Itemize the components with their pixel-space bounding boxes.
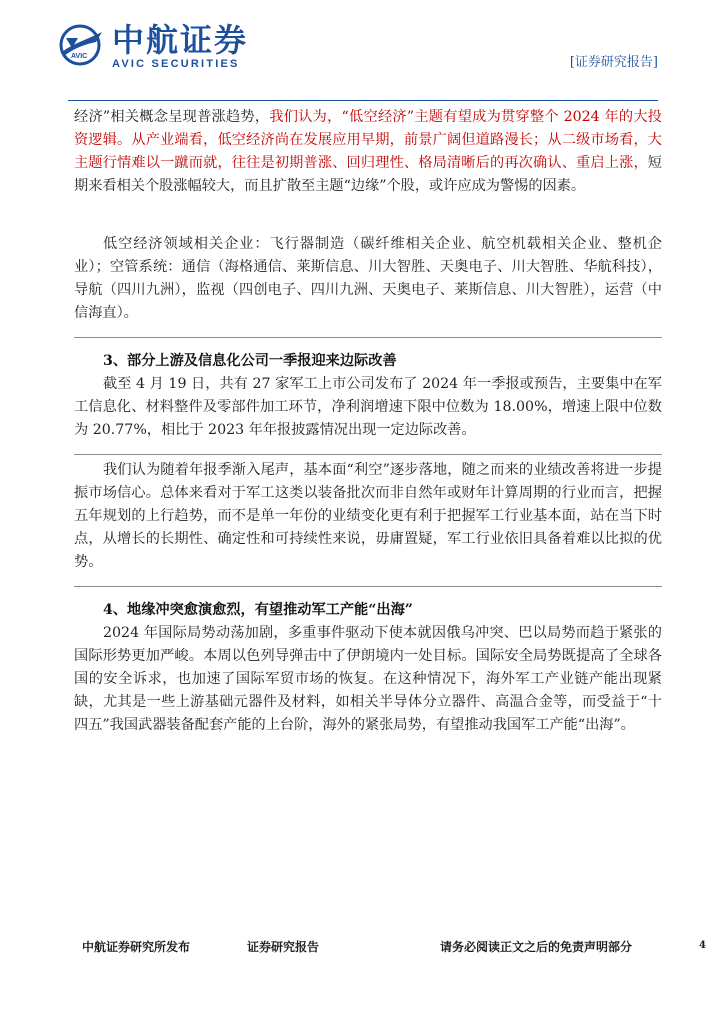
report-body [74, 106, 662, 737]
page-header [0, 0, 724, 100]
section-4-paragraph-1: 2024 年国际局势动荡加剧，多重事件驱动下使本就因俄乌冲突、巴以局势而趋于紧张的国际形势更加严峻。本周以色列导弹击中了伊朗境内一处目标。国际安全局势既提高了全球各国的安全诉求，也加速了国际军贸市场的恢复。在这种情况下，海外军工产业链产能出现紧缺，尤其是一些上游基础元器件及材料，如相关半导体分立器件、高温合金等，而受益于“十四五”我国武器装备配套产能的上台阶，海外的紧张局势，有望推动我国军工产能“出海”。 [74, 625, 662, 733]
report-type-tag: [证券研究报告] [569, 55, 658, 70]
page-number: 4 [699, 940, 706, 951]
section-3-paragraph-2: 我们认为随着年报季渐入尾声，基本面“利空”逐步落地，随之而来的业绩改善将进一步提振市场信心。总体来看对于军工这类以装备批次而非自然年或财年计算周期的行业而言，把握五年规划的上行趋势，而不是单一年份的业绩变化更有利于把握军工行业基本面，站在当下时点，从增长的长期性、确定性和可持续性来说，毋庸置疑，军工行业依旧具备着难以比拟的优势。 [74, 462, 662, 570]
p1-highlight-text: 我们认为，“低空经济”主题有望成为贯穿整个 2024 年的大投资逻辑。从产业端看，低空经济尚在发展应用早期，前景广阔但道路漫长；从二级市场看，大主题行情难以一蹴而就，往往是初期普涨、回归理性、格局清晰后的再次确认、重启上涨， [74, 109, 662, 171]
section-3-title: 3、部分上游及信息化公司一季报迎来边际改善 [103, 353, 397, 369]
p1-lead-text: 经济”相关概念呈现普涨趋势， [74, 109, 270, 125]
logo-badge-text: AVIC [71, 53, 88, 60]
section-3-paragraph-1: 截至 4 月 19 日，共有 27 家军工上市公司发布了 2024 年一季报或预告，主要集中在军工信息化、材料整件及零部件加工环节，净利润增速下限中位数为 18.00%，增速上限中位数为 20.77%，相比于 2023 年年报披露情况出现一定边际改善。 [74, 376, 662, 438]
page-footer [0, 938, 724, 962]
header-divider [68, 100, 658, 101]
section-4-title: 4、地缘冲突愈演愈烈，有望推动军工产能“出海” [103, 602, 413, 618]
low-altitude-paragraph [74, 106, 662, 198]
avic-logo-icon [56, 24, 104, 66]
low-altitude-companies-paragraph: 低空经济领域相关企业：飞行器制造（碳纤维相关企业、航空机载相关企业、整机企业）；空管系统：通信（海格通信、莱斯信息、川大智胜、天奥电子、川大智胜、华航科技），导航（四川九洲），监视（四创电子、四川九洲、天奥电子、莱斯信息、川大智胜），运营（中信海直）。 [74, 236, 662, 321]
logo-chinese-name: 中航证券 [112, 21, 249, 59]
p1-tail-text: 短期来看相关个股涨幅较大，而且扩散至主题“边缘”个股，或许应成为警惕的因素。 [74, 155, 662, 194]
footer-publisher: 中航证券研究所发布 [82, 940, 191, 954]
footer-report-label: 证券研究报告 [247, 940, 320, 954]
logo-english-name: AVIC SECURITIES [112, 58, 240, 70]
footer-disclaimer-note: 请务必阅读正文之后的免责声明部分 [440, 940, 633, 954]
